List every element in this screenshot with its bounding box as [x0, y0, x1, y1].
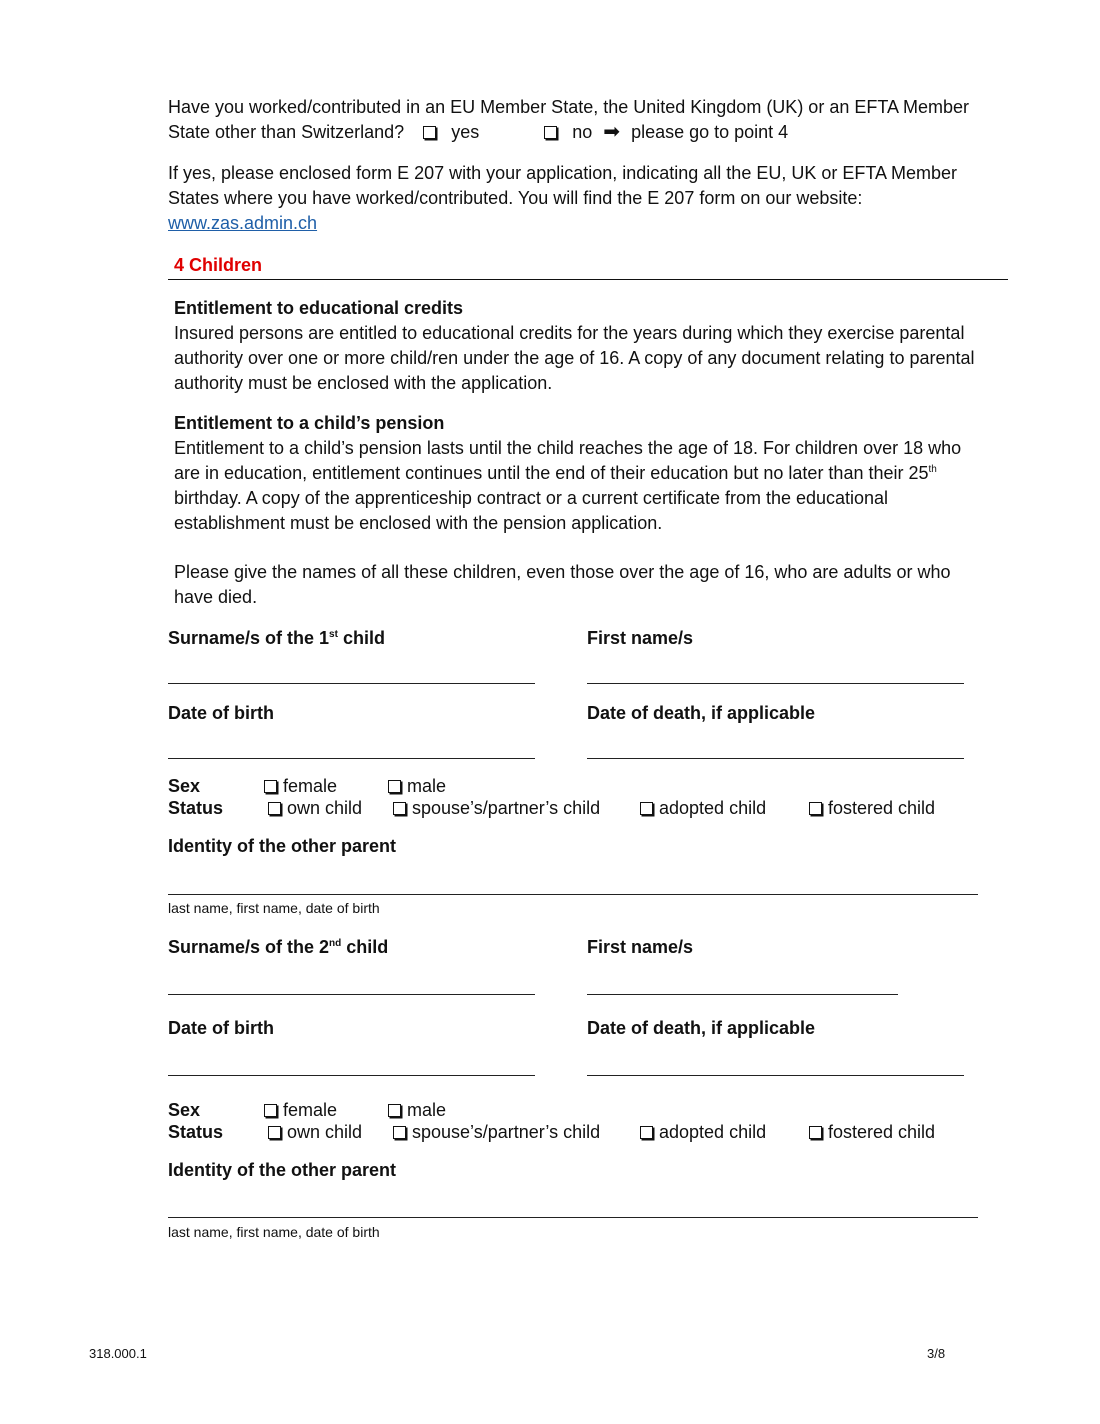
- child1-other-parent-label: Identity of the other parent: [168, 836, 397, 856]
- pension-line3: birthday. A copy of the apprenticeship contract or a current certificate from the educational: [174, 488, 889, 508]
- checkbox-icon: [264, 1104, 277, 1117]
- checkbox-icon: [268, 802, 281, 815]
- names-note-line1: Please give the names of all these children, even those over the age of 16, who are adults or who: [174, 562, 951, 582]
- e207-line2: States where you have worked/contributed. You will find the E 207 form on our website:: [168, 188, 863, 208]
- child2-dob-field[interactable]: [168, 1075, 535, 1076]
- child1-surname-field[interactable]: [168, 683, 535, 684]
- names-note-line2: have died.: [174, 587, 258, 607]
- eu-question-line1: Have you worked/contributed in an EU Member State, the United Kingdom (UK) or an EFTA Member: [168, 97, 970, 117]
- child1-female-option[interactable]: female: [264, 775, 337, 797]
- child2-female-option[interactable]: female: [264, 1099, 337, 1121]
- child1-sex-label: Sex: [168, 776, 201, 796]
- edu-heading: Entitlement to educational credits: [174, 298, 464, 318]
- checkbox-icon: [809, 802, 822, 815]
- checkbox-icon: [393, 802, 406, 815]
- right-arrow-icon: ➡: [603, 121, 621, 143]
- child2-spouse-option[interactable]: spouse’s/partner’s child: [393, 1121, 600, 1143]
- child2-male-option[interactable]: male: [388, 1099, 446, 1121]
- child1-adopted-option[interactable]: adopted child: [640, 797, 766, 819]
- pension-line4: establishment must be enclosed with the pension application.: [174, 513, 663, 533]
- child1-dod-field[interactable]: [587, 758, 964, 759]
- child1-male-option[interactable]: male: [388, 775, 446, 797]
- eu-question: [168, 95, 1018, 145]
- checkbox-icon: [640, 802, 653, 815]
- eu-question-line2: State other than Switzerland? yes no ➡ please go to point 4: [168, 121, 789, 143]
- child2-surname-label: Surname/s of the 2nd child: [168, 937, 389, 957]
- no-checkbox[interactable]: [544, 122, 563, 142]
- section-divider: [168, 279, 1008, 280]
- checkbox-icon: [388, 1104, 401, 1117]
- checkbox-icon: [640, 1126, 653, 1139]
- child1-dob-label: Date of birth: [168, 703, 274, 723]
- child2-other-parent-hint: last name, first name, date of birth: [168, 1224, 380, 1240]
- child1-dob-field[interactable]: [168, 758, 535, 759]
- child1-own-option[interactable]: own child: [268, 797, 362, 819]
- child1-fostered-option[interactable]: fostered child: [809, 797, 935, 819]
- child2-sex-label: Sex: [168, 1100, 201, 1120]
- child2-dob-label: Date of birth: [168, 1018, 274, 1038]
- pension-line1: Entitlement to a child’s pension lasts until the child reaches the age of 18. For children over 18 who: [174, 438, 962, 458]
- pension-heading: Entitlement to a child’s pension: [174, 413, 445, 433]
- child1-spouse-option[interactable]: spouse’s/partner’s child: [393, 797, 600, 819]
- e207-paragraph: [168, 161, 1018, 236]
- child2-other-parent-field[interactable]: [168, 1217, 978, 1218]
- website-link[interactable]: www.zas.admin.ch: [168, 213, 318, 233]
- checkbox-icon: [809, 1126, 822, 1139]
- names-note: [174, 560, 1014, 610]
- child2-status-label: Status: [168, 1122, 224, 1142]
- edu-line2: authority over one or more child/ren under the age of 16. A copy of any document relating to parental: [174, 348, 975, 368]
- checkbox-icon: [268, 1126, 281, 1139]
- edu-block: [174, 296, 1014, 396]
- child1-dod-label: Date of death, if applicable: [587, 703, 816, 723]
- child1-other-parent-hint: last name, first name, date of birth: [168, 900, 380, 916]
- child2-adopted-option[interactable]: adopted child: [640, 1121, 766, 1143]
- child1-status-label: Status: [168, 798, 224, 818]
- page-number: 3/8: [927, 1346, 946, 1361]
- child1-surname-label: Surname/s of the 1st child: [168, 628, 385, 648]
- form-code: 318.000.1: [89, 1346, 147, 1361]
- yes-label: yes: [451, 122, 480, 142]
- child1-firstname-label: First name/s: [587, 628, 694, 648]
- child2-own-option[interactable]: own child: [268, 1121, 362, 1143]
- child2-firstname-field[interactable]: [587, 994, 898, 995]
- no-note: please go to point 4: [631, 122, 789, 142]
- pension-line2: are in education, entitlement continues until the end of their education but no later than their 25th: [174, 463, 937, 483]
- edu-line3: authority must be enclosed with the application.: [174, 373, 553, 393]
- child1-other-parent-field[interactable]: [168, 894, 978, 895]
- checkbox-icon: [264, 780, 277, 793]
- child2-surname-field[interactable]: [168, 994, 535, 995]
- edu-line1: Insured persons are entitled to educational credits for the years during which they exercise parental: [174, 323, 965, 343]
- e207-line1: If yes, please enclosed form E 207 with your application, indicating all the EU, UK or EFTA Member: [168, 163, 958, 183]
- child2-fostered-option[interactable]: fostered child: [809, 1121, 935, 1143]
- checkbox-icon: [388, 780, 401, 793]
- child2-other-parent-label: Identity of the other parent: [168, 1160, 397, 1180]
- child2-firstname-label: First name/s: [587, 937, 694, 957]
- child2-dod-field[interactable]: [587, 1075, 964, 1076]
- yes-checkbox[interactable]: [423, 122, 442, 142]
- checkbox-icon: [393, 1126, 406, 1139]
- child1-firstname-field[interactable]: [587, 683, 964, 684]
- no-label: no: [572, 122, 593, 142]
- child2-dod-label: Date of death, if applicable: [587, 1018, 816, 1038]
- checkbox-icon: [423, 126, 436, 139]
- pension-block: [174, 411, 1014, 536]
- section-title: 4 Children: [174, 255, 263, 275]
- checkbox-icon: [544, 126, 557, 139]
